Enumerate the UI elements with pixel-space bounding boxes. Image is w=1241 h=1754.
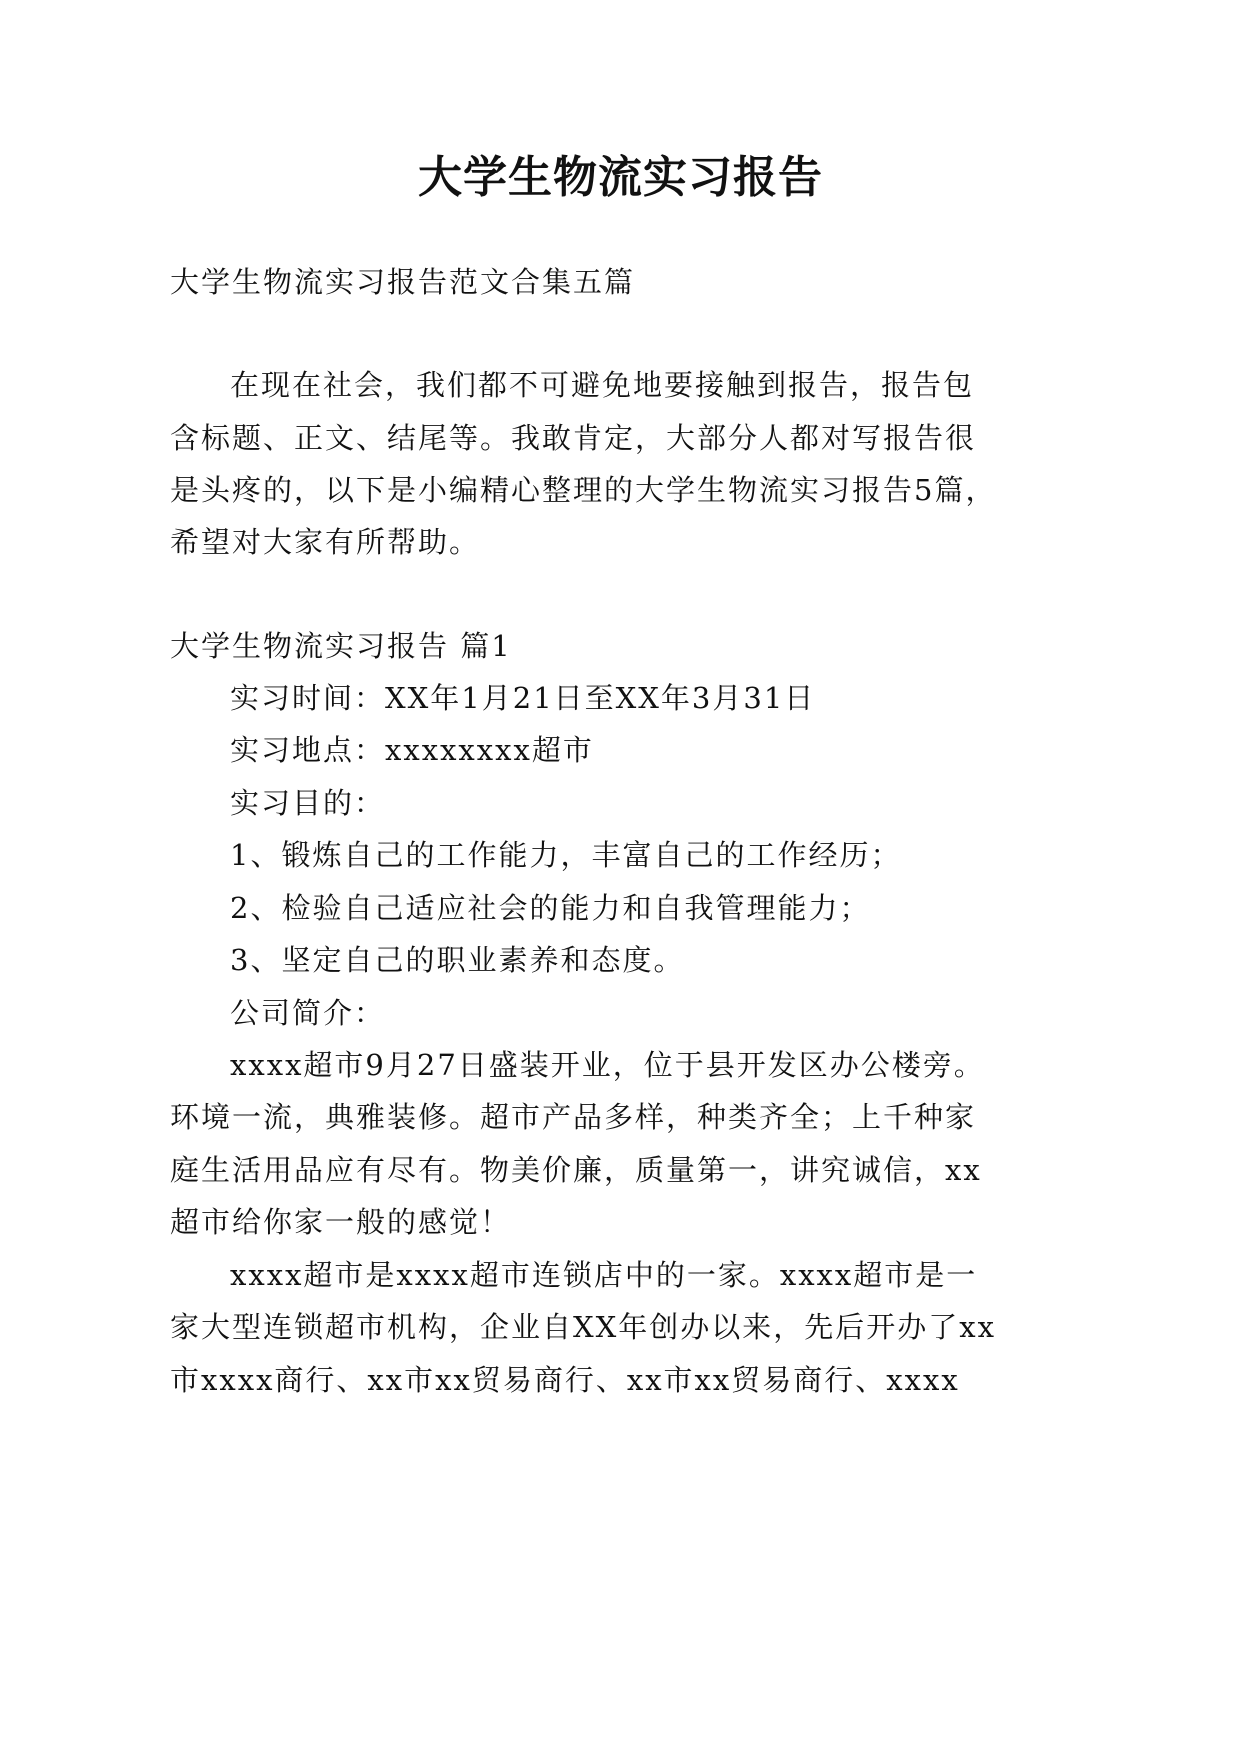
company-paragraph-2-line-3: 市xxxx商行、xx市xx贸易商行、xx市xx贸易商行、xxxx bbox=[170, 1363, 960, 1397]
purpose-item-3: 3、坚定自己的职业素养和态度。 bbox=[230, 943, 685, 977]
company-paragraph-1-line-2: 环境一流，典雅装修。超市产品多样，种类齐全；上千种家 bbox=[170, 1100, 977, 1134]
purpose-item-1: 1、锻炼自己的工作能力，丰富自己的工作经历； bbox=[230, 838, 902, 872]
internship-purpose-label: 实习目的： bbox=[230, 786, 386, 820]
intro-line-1: 在现在社会，我们都不可避免地要接触到报告，报告包 bbox=[230, 368, 975, 402]
internship-time: 实习时间：XX年1月21日至XX年3月31日 bbox=[230, 681, 816, 715]
company-paragraph-2-line-2: 家大型连锁超市机构，企业自XX年创办以来，先后开办了xx bbox=[170, 1310, 997, 1344]
purpose-item-2: 2、检验自己适应社会的能力和自我管理能力； bbox=[230, 891, 871, 925]
section-heading: 大学生物流实习报告 篇1 bbox=[170, 629, 512, 663]
intro-line-4: 希望对大家有所帮助。 bbox=[170, 525, 481, 559]
document-title: 大学生物流实习报告 bbox=[418, 152, 823, 203]
company-intro-label: 公司简介： bbox=[230, 996, 386, 1030]
document-subtitle: 大学生物流实习报告范文合集五篇 bbox=[170, 265, 636, 299]
company-paragraph-1-line-3: 庭生活用品应有尽有。物美价廉，质量第一，讲究诚信，xx bbox=[170, 1153, 982, 1187]
internship-location: 实习地点：xxxxxxxx超市 bbox=[230, 733, 594, 767]
company-paragraph-1-line-4: 超市给你家一般的感觉！ bbox=[170, 1205, 512, 1239]
intro-line-3: 是头疼的，以下是小编精心整理的大学生物流实习报告5篇， bbox=[170, 473, 997, 507]
intro-line-2: 含标题、正文、结尾等。我敢肯定，大部分人都对写报告很 bbox=[170, 421, 977, 455]
company-paragraph-2-line-1: xxxx超市是xxxx超市连锁店中的一家。xxxx超市是一 bbox=[230, 1258, 978, 1292]
company-paragraph-1-line-1: xxxx超市9月27日盛装开业，位于县开发区办公楼旁。 bbox=[230, 1048, 985, 1082]
